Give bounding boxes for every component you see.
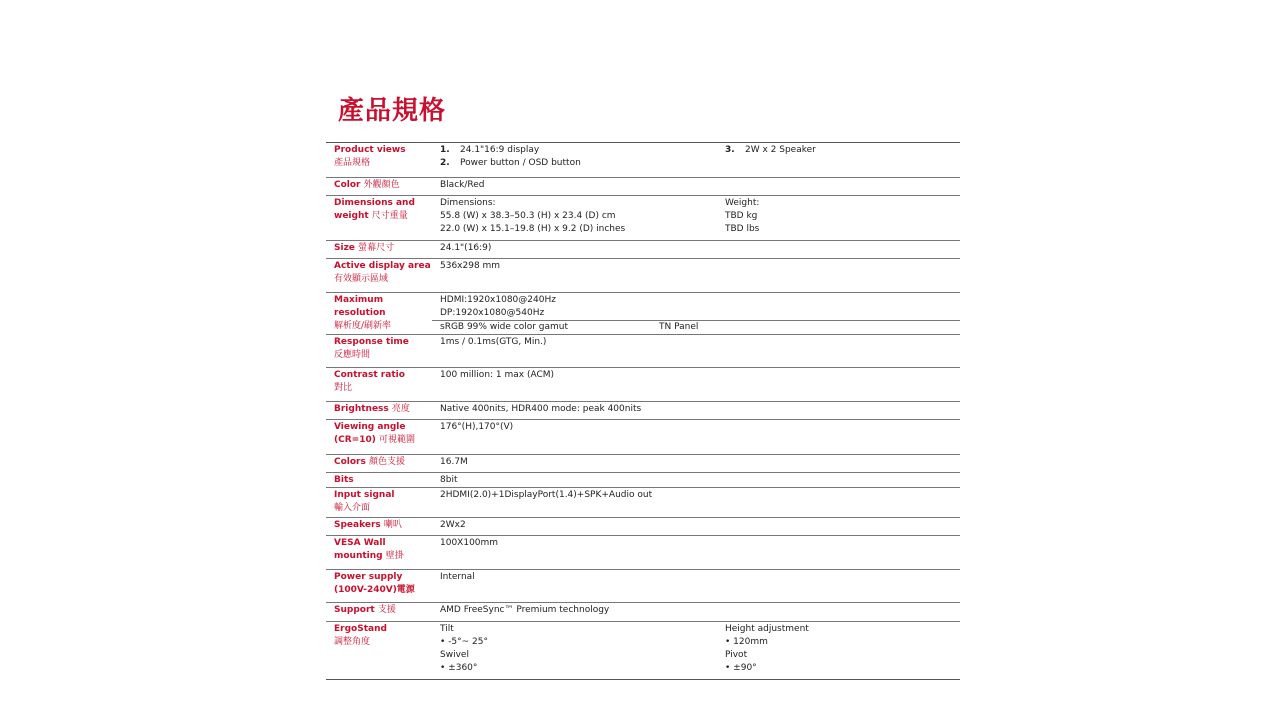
value-resolution-dp: DP:1920x1080@540Hz [440, 308, 545, 318]
value-color: Black/Red [440, 180, 485, 190]
ergo-height-value: • 120mm [725, 636, 960, 649]
row-response-time: Response time 反應時間 1ms / 0.1ms(GTG, Min.) [326, 334, 960, 367]
ergo-height-label: Height adjustment [725, 624, 809, 634]
value-resolution-hdmi: HDMI:1920x1080@240Hz [440, 295, 556, 305]
label-size: Size [334, 243, 355, 253]
product-view-item-1: 1. 24.1"16:9 display [440, 145, 540, 155]
label-colors: Colors [334, 457, 366, 467]
label-resolution: Maximum [334, 295, 384, 305]
label-contrast: Contrast ratio [334, 370, 405, 380]
label-support: Support [334, 605, 375, 615]
label-power-supply: Power supply [334, 572, 403, 582]
row-resolution: Maximum resolution 解析度/刷新率 HDMI:1920x1080@240Hz DP:1920x1080@540Hz sRGB 99% wide color gamut TN Panel [326, 292, 960, 334]
row-speakers: Speakers 喇叭 2Wx2 [326, 517, 960, 535]
value-active-area: 536x298 mm [440, 261, 501, 271]
label-ergostand: ErgoStand [334, 624, 387, 634]
row-size: Size 螢幕尺寸 24.1"(16:9) [326, 240, 960, 258]
page-title: 產品規格 [338, 96, 447, 126]
label-input-signal: Input signal [334, 490, 395, 500]
value-contrast: 100 million: 1 max (ACM) [440, 370, 555, 380]
weight-lbs: TBD lbs [725, 224, 760, 234]
value-brightness: Native 400nits, HDR400 mode: peak 400nits [440, 404, 642, 414]
product-view-item-3: 3. 2W x 2 Speaker [725, 145, 816, 155]
ergo-swivel-label: Swivel [440, 650, 469, 660]
value-support: AMD FreeSync™ Premium technology [440, 605, 610, 615]
value-vesa: 100X100mm [440, 538, 499, 548]
dimensions-inches: 22.0 (W) x 15.1–19.8 (H) x 9.2 (D) inches [440, 224, 626, 234]
value-power-supply: Internal [440, 572, 475, 582]
value-speakers: 2Wx2 [440, 520, 466, 530]
value-bits: 8bit [440, 475, 458, 485]
value-size: 24.1"(16:9) [440, 243, 492, 253]
product-view-item-2: 2. Power button / OSD button [440, 158, 581, 168]
row-ergostand: ErgoStand 調整角度 Tilt • -5°~ 25° Swivel • ±360° Height adjustment • 120mm Pivot • ±90° [326, 621, 960, 679]
label-viewing-angle: Viewing angle [334, 422, 406, 432]
row-active-area: Active display area 有效顯示區域 536x298 mm [326, 258, 960, 292]
ergo-tilt-label: Tilt [440, 624, 454, 634]
row-dimensions: Dimensions and weight 尺寸重量 Dimensions: 55.8 (W) x 38.3–50.3 (H) x 23.4 (D) cm 22.0 (W) x 15.1–19.8 (H) x 9.2 (D) inches Weight: TBD kg TBD lbs [326, 195, 960, 240]
label-product-views: Product views [334, 145, 406, 155]
row-color [326, 177, 960, 195]
row-input-signal: Input signal 輸入介面 2HDMI(2.0)+1DisplayPort(1.4)+SPK+Audio out [326, 487, 960, 517]
spec-table [326, 142, 960, 680]
ergo-pivot-label: Pivot [725, 650, 748, 660]
row-brightness: Brightness 亮度 Native 400nits, HDR400 mode: peak 400nits [326, 401, 960, 419]
value-viewing-angle: 176°(H),170°(V) [440, 422, 514, 432]
label-brightness: Brightness [334, 404, 389, 414]
weight-title: Weight: [725, 198, 760, 208]
value-panel-type: TN Panel [659, 322, 699, 332]
label-active-area: Active display area [334, 261, 431, 271]
label-color-zh: 外觀顏色 [363, 180, 400, 190]
label-dimensions: Dimensions and [334, 198, 415, 208]
value-color-gamut: sRGB 99% wide color gamut [440, 322, 569, 332]
label-bits: Bits [334, 475, 354, 485]
row-product-views [326, 143, 960, 177]
row-colors: Colors 顏色支援 16.7M [326, 454, 960, 472]
row-support: Support 支援 AMD FreeSync™ Premium technology [326, 602, 960, 621]
value-colors: 16.7M [440, 457, 468, 467]
row-power-supply: Power supply (100V-240V)電源 Internal [326, 569, 960, 602]
weight-kg: TBD kg [725, 211, 758, 221]
label-product-views-zh: 產品規格 [334, 158, 371, 168]
label-color: Color [334, 180, 361, 190]
row-bits [326, 472, 960, 487]
label-speakers: Speakers [334, 520, 381, 530]
value-response-time: 1ms / 0.1ms(GTG, Min.) [440, 337, 547, 347]
label-vesa: VESA Wall [334, 538, 386, 548]
value-input-signal: 2HDMI(2.0)+1DisplayPort(1.4)+SPK+Audio out [440, 490, 653, 500]
row-contrast: Contrast ratio 對比 100 million: 1 max (ACM) [326, 367, 960, 401]
ergo-pivot-value: • ±90° [725, 662, 960, 675]
ergo-swivel-value: • ±360° [440, 662, 725, 675]
row-viewing-angle: Viewing angle (CR=10) 可視範圍 176°(H),170°(V) [326, 419, 960, 454]
label-response-time: Response time [334, 337, 409, 347]
row-vesa: VESA Wall mounting 壁掛 100X100mm [326, 535, 960, 569]
dimensions-title: Dimensions: [440, 198, 496, 208]
ergo-tilt-value: • -5°~ 25° [440, 636, 725, 649]
dimensions-cm: 55.8 (W) x 38.3–50.3 (H) x 23.4 (D) cm [440, 211, 616, 221]
